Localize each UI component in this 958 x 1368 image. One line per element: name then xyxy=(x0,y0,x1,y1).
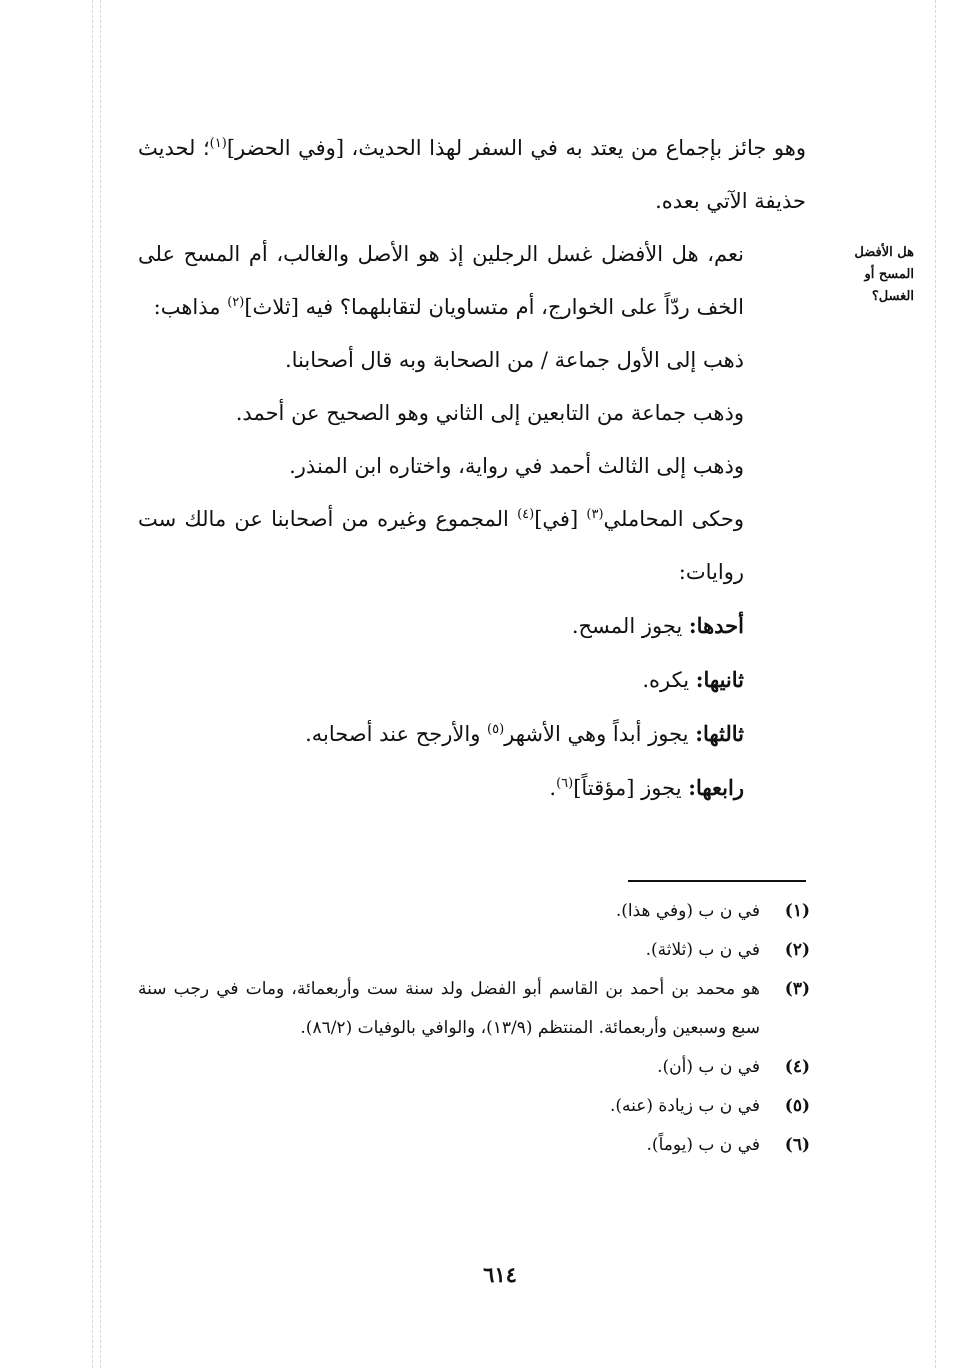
footnote xyxy=(138,1126,810,1165)
footnote-text: في ن ب زيادة (عنه). xyxy=(609,1096,760,1116)
paragraph-6 xyxy=(138,493,806,599)
list-item-label: ثالثها: xyxy=(695,721,744,746)
paragraph-text: وحكى المحاملي xyxy=(603,507,745,531)
margin-note-line: المسح أو xyxy=(864,267,914,282)
footnote-ref: (٤) xyxy=(517,507,535,522)
footnote-text: هو محمد بن أحمد بن القاسم أبو الفضل ولد سنة ست وأربعمائة، ومات في رجب سنة سبع وسبعين وأربعمائة. المنتظم (١٣/٩)، والوافي بالوفيات (٨٦/٢). xyxy=(138,979,760,1038)
list-item xyxy=(138,653,806,707)
list-item-text: يجوز المسح. xyxy=(571,614,689,638)
footnote xyxy=(138,931,810,970)
list-item-label: ثانيها: xyxy=(695,667,744,692)
paragraph-2 xyxy=(138,228,806,334)
list-item xyxy=(138,599,806,653)
footnotes xyxy=(138,892,810,1165)
footnote-number: (١) xyxy=(784,901,810,921)
list-item xyxy=(138,707,806,761)
paragraph-text: [في] xyxy=(534,507,587,531)
footnote-number: (٦) xyxy=(784,1135,810,1155)
footnote xyxy=(138,1048,810,1087)
footnote-divider xyxy=(628,880,806,882)
list-item-text: يجوز أبداً وهي الأشهر xyxy=(504,722,696,746)
footnote-ref: (٥) xyxy=(487,722,505,737)
paragraph-text: وهو جائز بإجماع من يعتد به في السفر لهذا الحديث، [وفي الحضر] xyxy=(226,136,807,160)
paragraph-1 xyxy=(138,122,806,228)
footnote-ref: (٦) xyxy=(556,776,574,791)
footnote-number: (٤) xyxy=(784,1057,810,1077)
footnote-ref: (١) xyxy=(209,136,227,151)
list-item-text: يكره. xyxy=(642,668,696,692)
footnote-text: في ن ب (وفي هذا). xyxy=(615,901,760,921)
list-item-text: يجوز [مؤقتاً] xyxy=(573,776,689,800)
margin-note xyxy=(822,242,914,308)
paragraph-4: وذهب جماعة من التابعين إلى الثاني وهو الصحيح عن أحمد. xyxy=(235,401,744,425)
main-text xyxy=(138,122,806,815)
paragraph-text: مذاهب: xyxy=(153,295,228,319)
paragraph-text: نعم، هل الأفضل غسل الرجلين إذ هو الأصل والغالب، أم المسح على الخف ردّاً على الخوارج، أم متساويان لتقابلهما؟ فيه [ثلاث] xyxy=(138,242,744,319)
footnote-text: في ن ب (ثلاثة). xyxy=(645,940,760,960)
list-item-text: . xyxy=(549,776,557,800)
footnote xyxy=(138,970,810,1048)
paragraph-text: المجموع وغيره من أصحابنا عن مالك ست روايات: xyxy=(138,507,744,584)
list-item-label: أحدها: xyxy=(688,613,744,638)
footnote-number: (٥) xyxy=(784,1096,810,1116)
list-item-text: والأرجح عند أصحابه. xyxy=(305,722,488,746)
footnote xyxy=(138,892,810,931)
footnote-number: (٢) xyxy=(784,940,810,960)
footnote-ref: (٢) xyxy=(227,295,245,310)
paragraph-5: وذهب إلى الثالث أحمد في رواية، واختاره ابن المنذر. xyxy=(289,454,744,478)
paragraph-3: ذهب إلى الأول جماعة / من الصحابة وبه قال أصحابنا. xyxy=(284,348,744,372)
margin-note-line: الغسل؟ xyxy=(871,289,914,304)
list-item xyxy=(138,761,806,815)
margin-note-line: هل الأفضل xyxy=(854,245,914,260)
footnote-ref: (٣) xyxy=(586,507,604,522)
scan-edge-line xyxy=(935,0,936,1368)
scan-edge-line xyxy=(92,0,93,1368)
page-number: ٦١٤ xyxy=(483,1262,517,1287)
list-item-label: رابعها: xyxy=(688,775,744,800)
footnote-text: في ن ب (أن). xyxy=(657,1057,760,1077)
footnote-text: في ن ب (يوماً). xyxy=(646,1135,760,1155)
paragraph-text: ؛ لحديث حذيفة الآتي بعده. xyxy=(138,136,806,213)
scan-edge-line xyxy=(100,0,101,1368)
footnote xyxy=(138,1087,810,1126)
footnote-number: (٣) xyxy=(784,979,810,999)
